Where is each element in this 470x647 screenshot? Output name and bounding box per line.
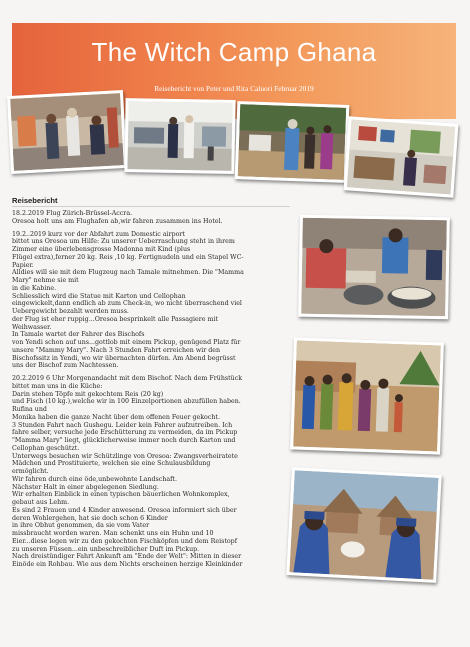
photo-room-interior <box>344 116 459 197</box>
text-line: 3 Stunden Fahrt nach Gushegu. Leider kein Fahrer aufzutreiben. Ich <box>12 421 233 429</box>
text-line: 18.2.2019 Flug Zürich-Brüssel-Accra. <box>12 210 133 217</box>
text-line: Eier...diese legen wir zu den gekochten Fischköpfen und dem Reistopf <box>12 537 238 545</box>
text-line: Unterwegs besuchen wir Schützlinge von Oresoa: Zwangsverheiratete <box>12 452 238 460</box>
text-line: missbraucht worden waren. Man schenkt uns ein Huhn und 10 <box>12 530 214 537</box>
text-line: 20.2.2019 6 Uhr Morgenandacht mit dem Bischof. Nach dem Frühstück <box>12 375 243 382</box>
page-title: The Witch Camp Ghana <box>91 37 377 67</box>
text-line: deren Wohlergehen, hat sie doch schon 6 Kinder <box>12 514 168 522</box>
text-line: Monika haben die ganze Nacht über dem offenen Feuer gekocht. <box>12 413 220 421</box>
text-line: von Yendi schon auf uns...gottlob mit einem Pickup, genügend Platz für <box>12 339 241 346</box>
text-line: unsere "Mammy Mary". Nach 3 Stunden Fahrt erreichen wir den <box>12 346 221 354</box>
text-line: Papier. <box>12 261 34 269</box>
text-line: gebaut aus Lehm. <box>12 499 70 506</box>
text-line: Wir erhalten Einblick in einen typischen bäuerlichen Wohnkomplex, <box>12 491 230 499</box>
text-line: Bischofssitz in Yendi, wo wir übernachten dürfen. Am Abend begrüsst <box>12 354 236 362</box>
text-line: zu unseren Füssen...ein unbeschreiblicher Duft im Pickup. <box>12 545 200 553</box>
photo-outdoor-group <box>235 101 350 183</box>
text-line: Cellophan geschützt. <box>12 444 80 452</box>
text-line: Nach dreistündiger Fahrt Ankunft am "Ende der Welt": Mitten in dieser <box>12 553 242 561</box>
photo-village-group <box>290 337 444 454</box>
photo-airport-statue <box>7 90 127 174</box>
text-line: der Flug ist eher ruppig...Oresoa besprinkelt alle Passagiere mit <box>12 315 219 323</box>
text-line: fahre selber, versuche jede Erschütterung zu vermeiden, da im Pickup <box>12 429 238 437</box>
paragraph-flight <box>12 210 294 226</box>
text-line: Darin stehen Töpfe mit gekochtem Reis (20 kg) <box>12 390 164 398</box>
photo-airport-checkin <box>124 98 235 174</box>
text-line: Oresoa holt uns am Flughafen ab,wir fahren zusammen ins Hotel. <box>12 217 223 225</box>
photo-sisters-chicken <box>286 467 441 583</box>
text-line: Alldies will sie mit dem Flugzeug nach Tamale mitnehmen. Die "Mamma <box>12 269 244 277</box>
text-line: Wir fahren durch eine öde,unbewohnte Landschaft. <box>12 475 177 483</box>
text-line: Weihwasser. <box>12 323 52 331</box>
text-line: bittet uns Oresoa um Hilfe: Zu unserer Ueberraschung steht in ihrem <box>12 238 235 246</box>
section-rule <box>12 206 290 207</box>
text-line: 19.2..2019 kurz vor der Abfahrt zum Domestic airport <box>12 230 185 238</box>
report-text <box>12 210 294 569</box>
text-line: Uebergewicht bezahlt werden muss. <box>12 308 129 315</box>
text-line: ermöglicht. <box>12 468 49 475</box>
photo-cooking-pots <box>298 215 450 320</box>
text-line: in ihre Obhut genommen, da sie vom Vater <box>12 522 150 530</box>
text-line: eingewickelt,dann endlich ab zum Check-in, wo nicht überraschend viel <box>12 300 242 308</box>
text-line: Es sind 2 Frauen und 4 Kinder anwesend. Oresoa informiert sich über <box>12 506 237 514</box>
paragraph-day-three <box>12 375 294 569</box>
text-line: Rufina und <box>12 406 47 413</box>
text-line: Zimmer eine überlebensgrosse Madonna mit Kind (plus <box>12 246 191 253</box>
text-line: uns der Bischof zum Nachtessen. <box>12 362 119 370</box>
text-line: und Fisch (10 kg.),welche wir in 100 Einzelportionen abzufüllen haben. <box>12 398 241 406</box>
text-line: Nächster Halt in einer abgelegenen Siedlung. <box>12 483 159 491</box>
page-subtitle: Reisebericht von Peter und Rita Caluori Februar 2019 <box>154 84 314 93</box>
text-line: In Tamale wartet der Fahrer des Bischofs <box>12 331 145 339</box>
text-line: Mary" nehme sie mit <box>12 277 79 284</box>
text-line: Flügel extra),ferner 20 kg. Reis ,10 kg. Fertignudeln und ein Stapel WC- <box>12 253 244 261</box>
text-line: Schliesslich wird die Statue mit Karton und Cellophan <box>12 292 186 300</box>
paragraph-day-two <box>12 231 294 371</box>
text-line: "Mamma Mary" liegt, glücklicherweise immer noch durch Karton und <box>12 437 236 444</box>
text-line: bittet man uns in die Küche: <box>12 382 103 390</box>
text-line: Einöde ein Rohbau. Wie aus dem Nichts erscheinen herzige Kleinkinder <box>12 561 243 568</box>
section-heading: Reisebericht <box>12 196 58 205</box>
text-line: in die Kabine. <box>12 284 57 292</box>
text-line: Mädchen und Prostituierte, welchen sie eine Schulausbildung <box>12 460 211 468</box>
